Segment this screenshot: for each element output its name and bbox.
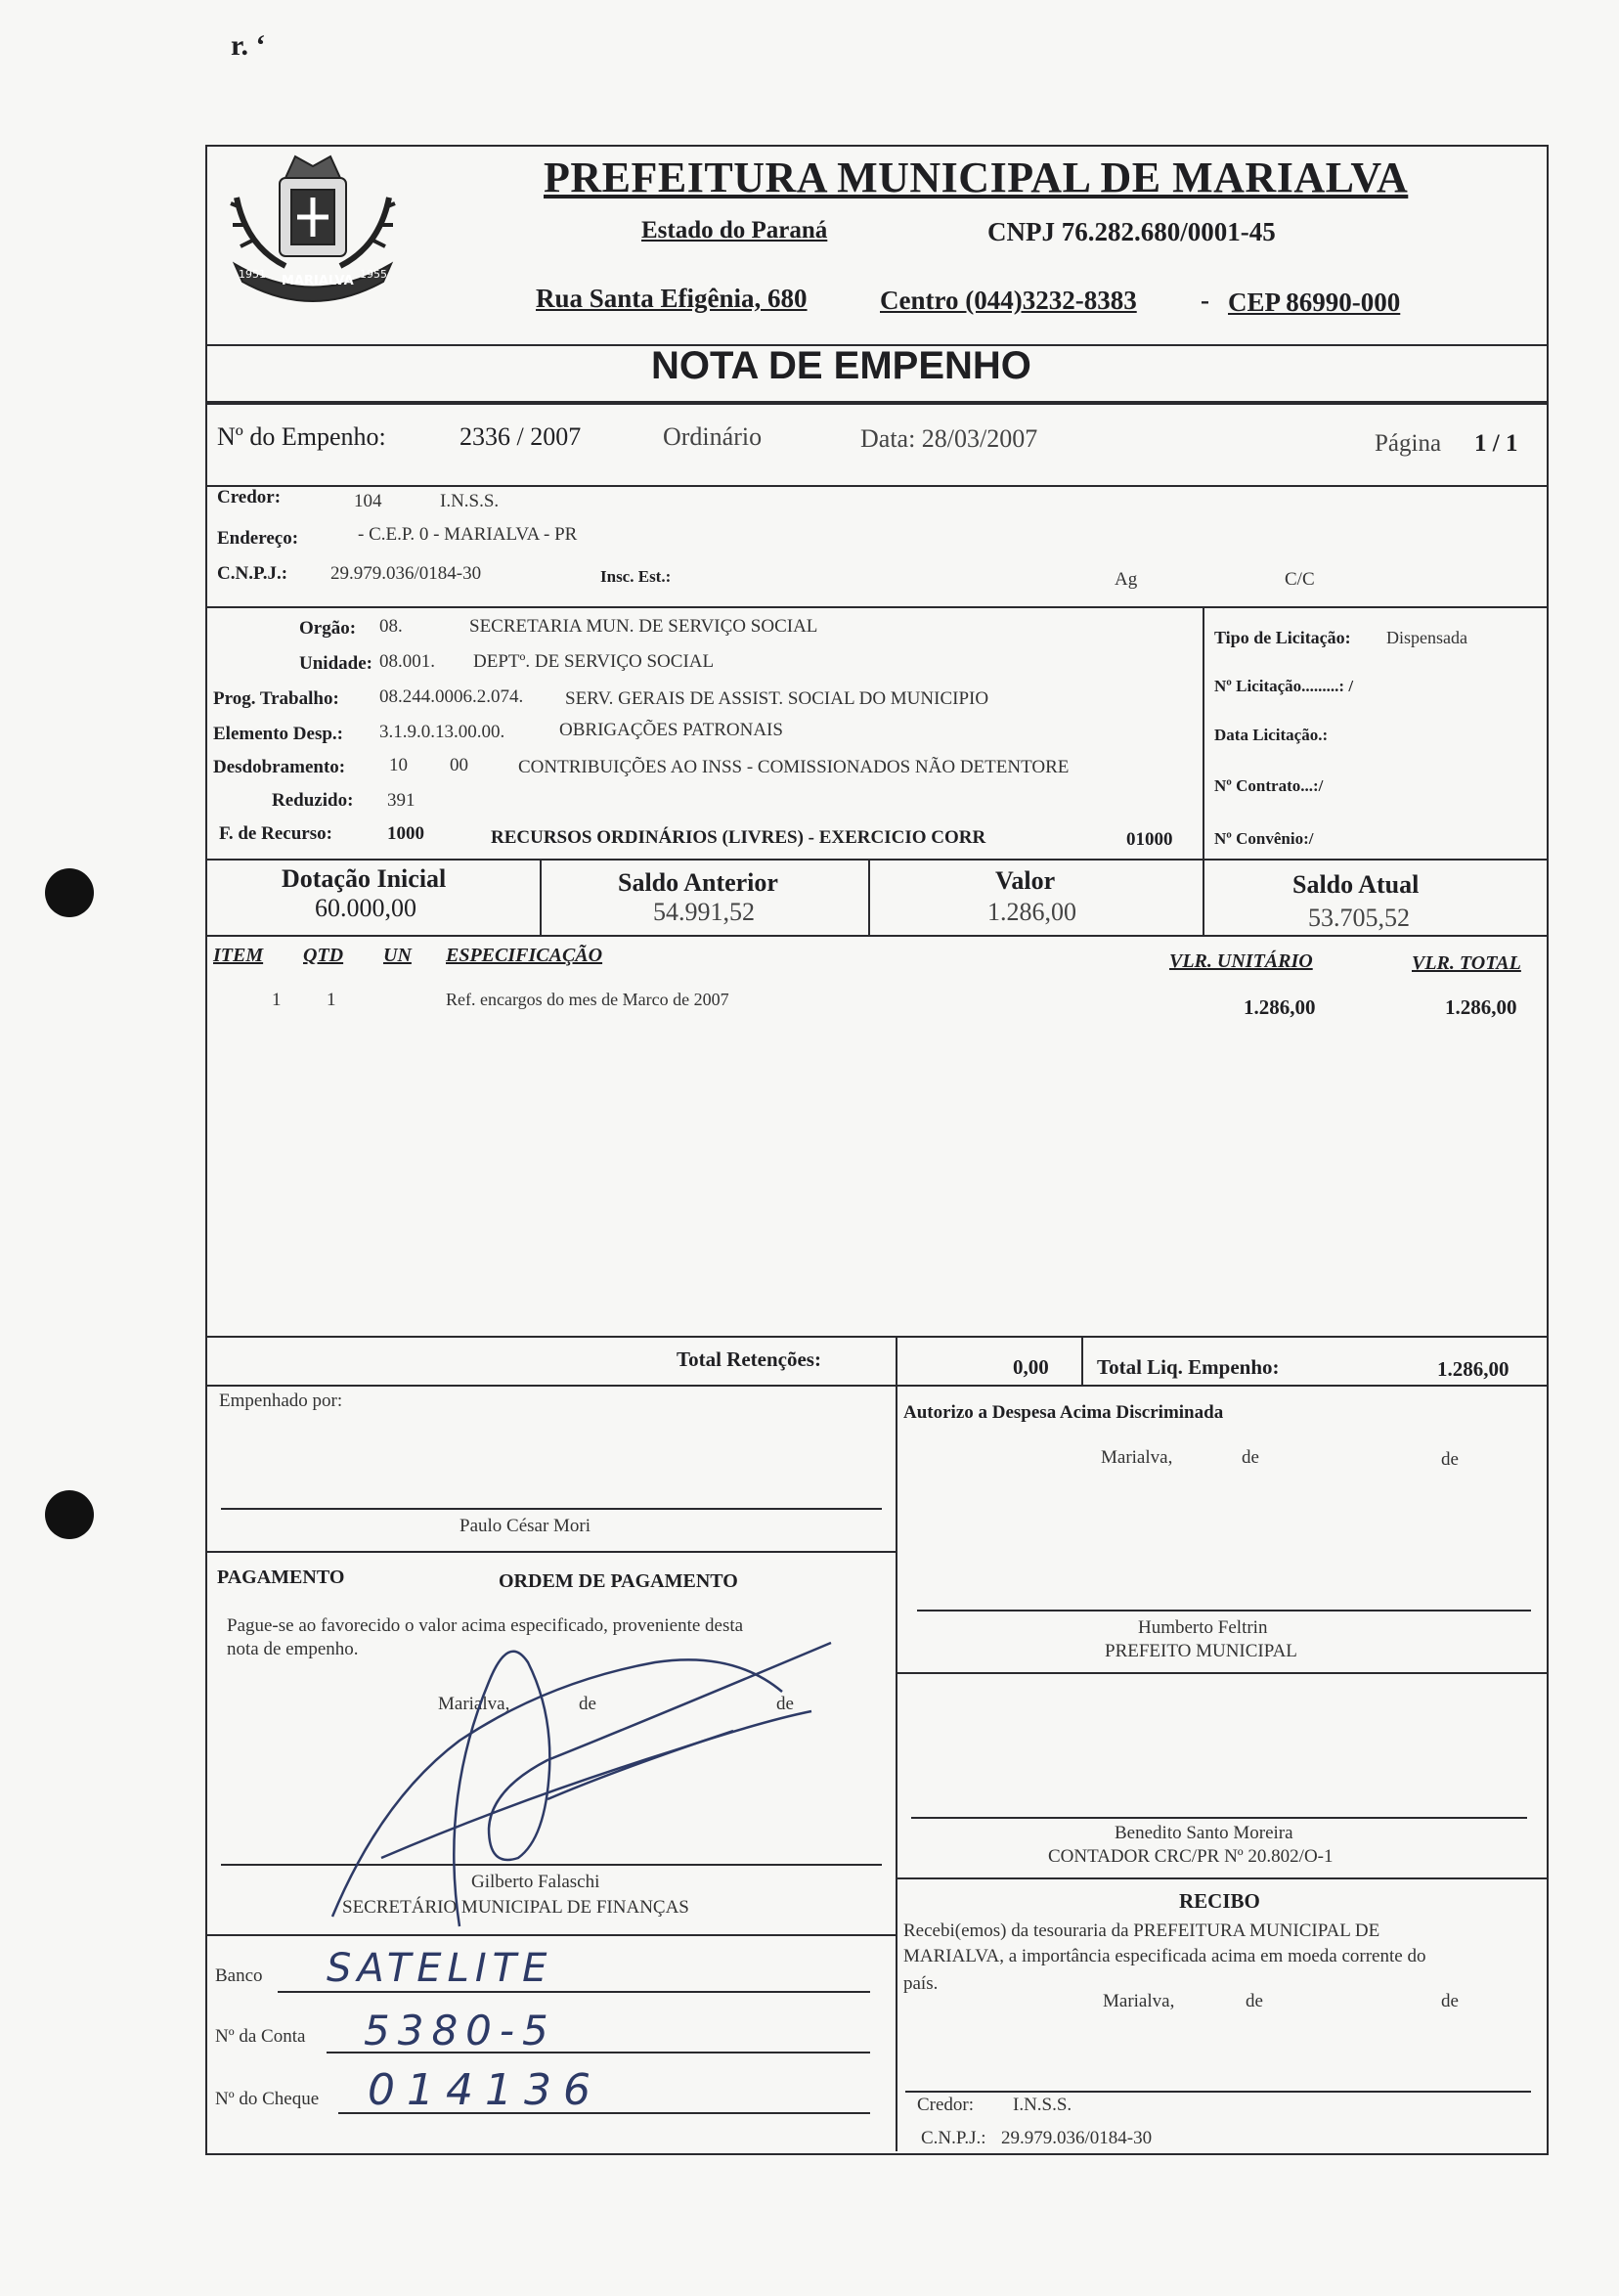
page-value: 1 / 1	[1474, 430, 1518, 457]
cnpj-header: CNPJ 76.282.680/0001-45	[987, 217, 1276, 246]
prog-trabalho-label: Prog. Trabalho:	[213, 688, 339, 709]
divider	[868, 859, 870, 935]
divider	[1203, 606, 1204, 859]
credor-address: - C.E.P. 0 - MARIALVA - PR	[358, 524, 578, 545]
contador-name: Benedito Santo Moreira	[1115, 1823, 1293, 1843]
cheque-value: 014136	[368, 2065, 602, 2115]
reduzido-label: Reduzido:	[272, 790, 354, 811]
unidade-label: Unidade:	[299, 653, 372, 674]
recibo-cnpj: 29.979.036/0184-30	[1001, 2128, 1153, 2148]
divider	[1081, 1336, 1083, 1385]
punch-hole-bottom	[45, 1490, 94, 1539]
insc-est-label: Insc. Est.:	[600, 567, 672, 586]
crest-year-right: 1955	[360, 268, 387, 281]
signature-line	[221, 1508, 882, 1510]
numero-convenio-label: Nº Convênio:/	[1214, 829, 1314, 848]
autorizo-title: Autorizo a Despesa Acima Discriminada	[903, 1402, 1224, 1423]
empenho-date: Data: 28/03/2007	[860, 424, 1038, 453]
ordem-pagamento-label: ORDEM DE PAGAMENTO	[499, 1570, 738, 1592]
page-label: Página	[1375, 430, 1442, 457]
tipo-licitacao-label: Tipo de Licitação:	[1214, 628, 1351, 647]
corner-mark: r. ‘	[231, 29, 266, 62]
unidade-code: 08.001.	[379, 651, 435, 672]
prog-trabalho-code: 08.244.0006.2.074.	[379, 686, 524, 707]
orgao-name: SECRETARIA MUN. DE SERVIÇO SOCIAL	[469, 616, 818, 637]
total-retencoes-value: 0,00	[1013, 1355, 1049, 1379]
endereco-label: Endereço:	[217, 528, 299, 549]
handwritten-signature	[323, 1604, 851, 1936]
recurso-label: F. de Recurso:	[219, 823, 332, 844]
col-header-qtd: QTD	[303, 945, 344, 966]
desdobramento-label: Desdobramento:	[213, 757, 346, 777]
recibo-credor-label: Credor:	[917, 2095, 975, 2115]
signature-line	[327, 2052, 870, 2053]
divider	[205, 606, 1547, 608]
divider	[205, 401, 1547, 405]
divider	[205, 1551, 896, 1553]
address-cep: CEP 86990-000	[1228, 287, 1401, 317]
agencia-label: Ag	[1115, 569, 1138, 590]
municipal-crest-logo	[217, 139, 409, 305]
crest-year-left: 1951	[239, 268, 266, 281]
saldo-anterior-value: 54.991,52	[653, 898, 755, 926]
elemento-name: OBRIGAÇÕES PATRONAIS	[559, 720, 783, 740]
conta-value: 5380-5	[364, 2007, 556, 2054]
signature-line	[278, 1991, 870, 1993]
signature-line	[911, 1817, 1527, 1819]
banco-label: Banco	[215, 1965, 263, 1986]
saldo-atual-label: Saldo Atual	[1292, 870, 1420, 899]
empenho-type: Ordinário	[663, 422, 763, 451]
unidade-name: DEPTº. DE SERVIÇO SOCIAL	[473, 651, 715, 672]
empenho-number-label: Nº do Empenho:	[217, 422, 386, 451]
header-separator: -	[1201, 286, 1209, 315]
pagamento-text-1: Pague-se ao favorecido o valor acima especificado, proveniente desta	[227, 1615, 744, 1636]
conta-corrente-label: C/C	[1285, 569, 1315, 590]
col-header-valor-unitario: VLR. UNITÁRIO	[1169, 950, 1313, 972]
pagamento-text-2: nota de empenho.	[227, 1639, 359, 1659]
numero-licitacao-label: Nº Licitação.........: /	[1214, 677, 1354, 695]
elemento-code: 3.1.9.0.13.00.00.	[379, 722, 505, 742]
col-header-item: ITEM	[213, 945, 264, 966]
col-header-valor-total: VLR. TOTAL	[1412, 952, 1521, 974]
elemento-label: Elemento Desp.:	[213, 724, 343, 744]
row-especificacao: Ref. encargos do mes de Marco de 2007	[446, 990, 729, 1009]
autorizo-place: Marialva,	[1101, 1447, 1173, 1468]
recibo-de-1: de	[1246, 1991, 1263, 2011]
credor-label: Credor:	[217, 487, 282, 508]
orgao-code: 08.	[379, 616, 403, 637]
recibo-place: Marialva,	[1103, 1991, 1175, 2011]
divider	[896, 1385, 897, 2151]
empenhado-signer: Paulo César Mori	[459, 1516, 591, 1536]
divider	[205, 1336, 1547, 1338]
autorizo-de-2: de	[1441, 1449, 1459, 1470]
signature-line	[338, 2112, 870, 2114]
divider	[1203, 859, 1204, 935]
saldo-atual-value: 53.705,52	[1308, 904, 1410, 932]
recibo-credor: I.N.S.S.	[1013, 2095, 1072, 2115]
total-liquido-value: 1.286,00	[1437, 1357, 1510, 1381]
col-header-un: UN	[383, 945, 412, 966]
dotacao-inicial-value: 60.000,00	[315, 894, 416, 922]
pagamento-place: Marialva,	[438, 1694, 510, 1714]
row-item: 1	[272, 990, 282, 1010]
credor-name: I.N.S.S.	[440, 491, 500, 511]
punch-hole-top	[45, 868, 94, 917]
valor-value: 1.286,00	[987, 898, 1076, 926]
numero-contrato-label: Nº Contrato...:/	[1214, 776, 1324, 795]
prefeito-title: PREFEITO MUNICIPAL	[1105, 1641, 1297, 1661]
pagamento-label: PAGAMENTO	[217, 1567, 345, 1588]
recibo-de-2: de	[1441, 1991, 1459, 2011]
conta-label: Nº da Conta	[215, 2026, 306, 2047]
pagamento-de-2: de	[776, 1694, 794, 1714]
recibo-cnpj-label: C.N.P.J.:	[921, 2128, 986, 2148]
divider	[205, 1934, 896, 1936]
recurso-number: 01000	[1126, 829, 1173, 850]
col-header-especificacao: ESPECIFICAÇÃO	[446, 945, 603, 966]
divider	[205, 1385, 1547, 1387]
secretario-name: Gilberto Falaschi	[471, 1872, 600, 1892]
credor-cnpj: 29.979.036/0184-30	[330, 563, 482, 584]
desdobramento-code-1: 10	[389, 755, 408, 775]
divider	[896, 1336, 897, 1385]
recurso-name: RECURSOS ORDINÁRIOS (LIVRES) - EXERCICIO CORR	[491, 827, 986, 848]
row-valor-unitario: 1.286,00	[1244, 995, 1316, 1019]
divider	[896, 1877, 1547, 1879]
address-street: Rua Santa Efigênia, 680	[536, 284, 808, 313]
crest-banner-text: MARIALVA	[282, 274, 354, 288]
prog-trabalho-name: SERV. GERAIS DE ASSIST. SOCIAL DO MUNICIPIO	[565, 688, 989, 709]
address-district-phone: Centro (044)3232-8383	[880, 286, 1137, 315]
autorizo-de-1: de	[1242, 1447, 1259, 1468]
pagamento-de-1: de	[579, 1694, 596, 1714]
document-title: NOTA DE EMPENHO	[651, 344, 1031, 387]
cheque-label: Nº do Cheque	[215, 2089, 320, 2109]
recibo-line-1: Recebi(emos) da tesouraria da PREFEITURA MUNICIPAL DE	[903, 1921, 1380, 1941]
prefeito-name: Humberto Feltrin	[1138, 1617, 1268, 1638]
divider	[205, 859, 1547, 861]
divider	[540, 859, 542, 935]
data-licitacao-label: Data Licitação.:	[1214, 726, 1329, 744]
row-valor-total: 1.286,00	[1445, 995, 1517, 1019]
divider	[896, 1672, 1547, 1674]
dotacao-inicial-label: Dotação Inicial	[282, 864, 447, 893]
empenhado-por-label: Empenhado por:	[219, 1391, 343, 1411]
banco-value: SATELITE	[327, 1946, 553, 1991]
reduzido-value: 391	[387, 790, 416, 811]
total-liquido-label: Total Liq. Empenho:	[1097, 1355, 1280, 1379]
state-label: Estado do Paraná	[641, 217, 828, 243]
desdobramento-name: CONTRIBUIÇÕES AO INSS - COMISSIONADOS NÃO DETENTORE	[518, 757, 1070, 777]
secretario-title: SECRETÁRIO MUNICIPAL DE FINANÇAS	[342, 1897, 689, 1918]
recibo-line-3: país.	[903, 1973, 939, 1994]
recurso-code: 1000	[387, 823, 424, 844]
contador-title: CONTADOR CRC/PR Nº 20.802/O-1	[1048, 1846, 1334, 1867]
recibo-line-2: MARIALVA, a importância especificada acima em moeda corrente do	[903, 1946, 1426, 1966]
signature-line	[917, 1610, 1531, 1612]
orgao-label: Orgão:	[299, 618, 357, 639]
signature-line	[905, 2091, 1531, 2093]
total-retencoes-label: Total Retenções:	[677, 1347, 821, 1371]
desdobramento-code-2: 00	[450, 755, 468, 775]
cnpj-label: C.N.P.J.:	[217, 563, 288, 584]
row-qtd: 1	[327, 990, 336, 1010]
credor-code: 104	[354, 491, 382, 511]
divider	[205, 935, 1547, 937]
recibo-title: RECIBO	[1179, 1889, 1260, 1913]
valor-label: Valor	[995, 866, 1056, 895]
tipo-licitacao-value: Dispensada	[1386, 628, 1467, 647]
municipality-title: PREFEITURA MUNICIPAL DE MARIALVA	[544, 154, 1409, 201]
empenho-number: 2336 / 2007	[459, 422, 582, 451]
saldo-anterior-label: Saldo Anterior	[618, 868, 778, 897]
divider	[205, 485, 1547, 487]
